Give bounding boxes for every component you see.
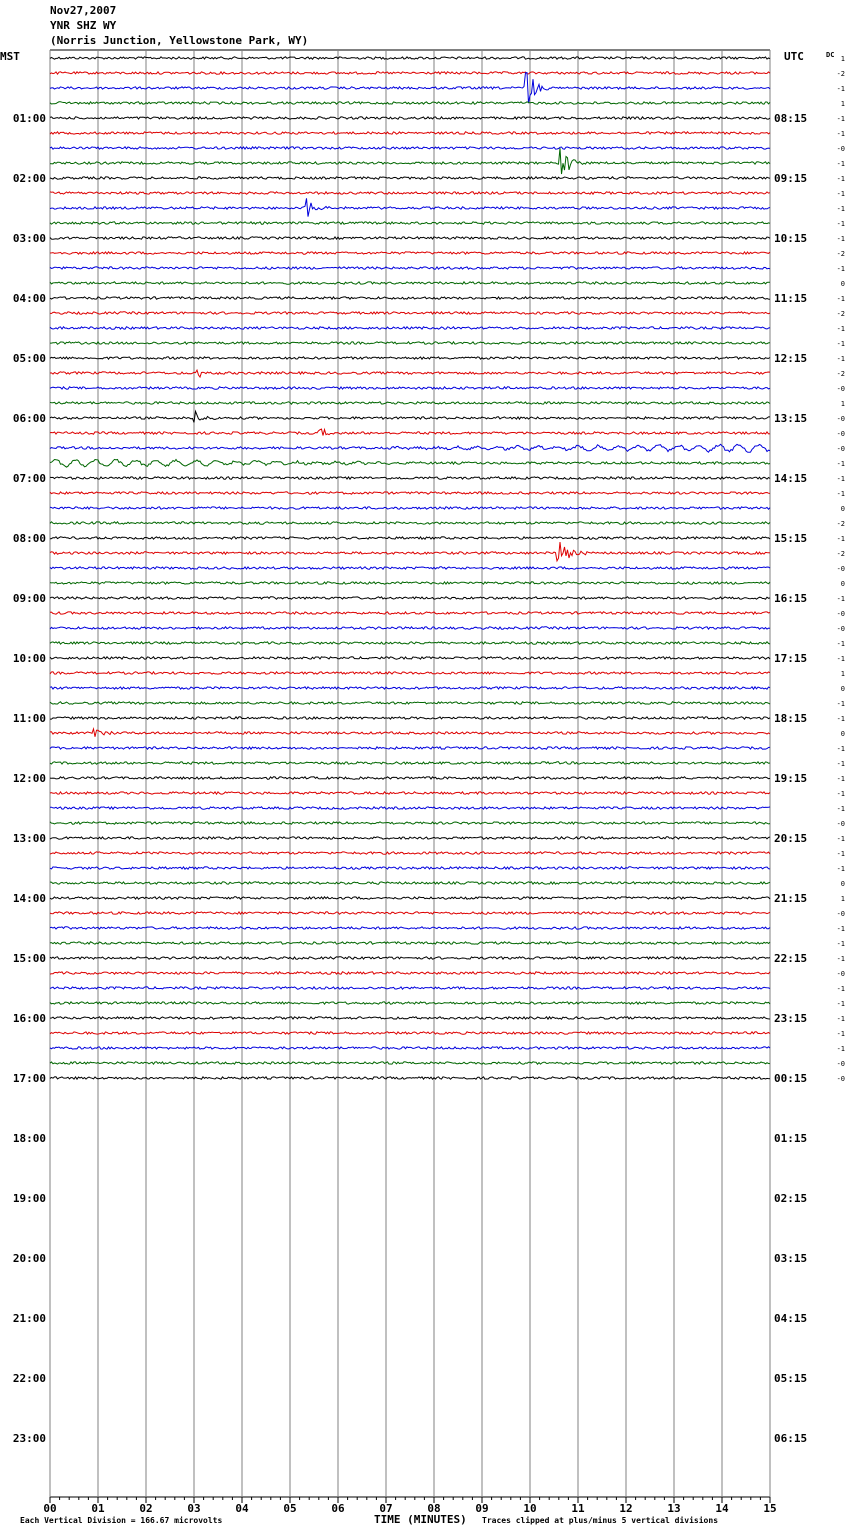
dc-offset-label: -0 <box>836 610 845 618</box>
dc-offset-label: -1 <box>836 1000 845 1008</box>
utc-hour-label: 09:15 <box>774 172 808 185</box>
dc-offset-label: -1 <box>836 955 845 963</box>
dc-offset-label: -1 <box>836 1030 845 1038</box>
dc-offset-label: -1 <box>836 130 845 138</box>
dc-offset-label: -1 <box>836 700 845 708</box>
utc-hour-label: 03:15 <box>774 1252 808 1265</box>
seismic-trace <box>50 582 770 584</box>
dc-offset-label: -1 <box>836 115 845 123</box>
dc-offset-label: -0 <box>836 970 845 978</box>
seismic-trace <box>50 132 770 134</box>
mst-hour-label: 23:00 <box>12 1432 46 1445</box>
seismic-trace <box>50 57 770 59</box>
dc-offset-label: -1 <box>836 790 845 798</box>
seismic-trace <box>50 222 770 224</box>
dc-offset-label: -1 <box>836 535 845 543</box>
seismic-trace <box>50 429 770 435</box>
seismic-trace <box>50 717 770 719</box>
dc-offset-label: 1 <box>840 400 845 408</box>
seismic-trace <box>50 729 770 737</box>
utc-hour-label: 04:15 <box>774 1312 808 1325</box>
dc-offset-label: -1 <box>836 760 845 768</box>
seismic-trace <box>50 687 770 689</box>
seismic-trace <box>50 312 770 314</box>
mst-hour-label: 13:00 <box>12 832 46 845</box>
seismic-trace <box>50 882 770 884</box>
dc-offset-label: 0 <box>840 580 845 588</box>
x-tick-label: 15 <box>763 1502 777 1515</box>
mst-hour-label: 18:00 <box>12 1132 46 1145</box>
location-label: (Norris Junction, Yellowstone Park, WY) <box>50 34 309 47</box>
dc-offset-label: -0 <box>836 625 845 633</box>
seismic-trace <box>50 411 770 422</box>
mst-hour-label: 16:00 <box>12 1012 46 1025</box>
utc-hour-label: 14:15 <box>774 472 808 485</box>
seismic-trace <box>50 387 770 389</box>
dc-offset-label: -0 <box>836 385 845 393</box>
seismic-trace <box>50 402 770 404</box>
utc-hour-label: 02:15 <box>774 1192 808 1205</box>
dc-offset-label: 1 <box>840 670 845 678</box>
dc-offset-label: 0 <box>840 685 845 693</box>
seismic-trace <box>50 148 770 174</box>
seismic-trace <box>50 73 770 104</box>
seismic-trace <box>50 1017 770 1019</box>
dc-offset-label: 0 <box>840 280 845 288</box>
seismic-trace <box>50 702 770 704</box>
x-tick-label: 12 <box>619 1502 633 1515</box>
utc-hour-label: 19:15 <box>774 772 808 785</box>
seismic-trace <box>50 1062 770 1064</box>
utc-hour-label: 23:15 <box>774 1012 808 1025</box>
utc-hour-label: 18:15 <box>774 712 808 725</box>
dc-offset-label: -1 <box>836 85 845 93</box>
station-label: YNR SHZ WY <box>50 19 117 32</box>
dc-offset-label: -1 <box>836 805 845 813</box>
x-tick-label: 02 <box>139 1502 153 1515</box>
dc-offset-label: -1 <box>836 595 845 603</box>
mst-hour-label: 17:00 <box>12 1072 46 1085</box>
dc-offset-label: -2 <box>836 250 845 258</box>
dc-offset-label: -1 <box>836 1015 845 1023</box>
seismic-trace <box>50 987 770 989</box>
date-label: Nov27,2007 <box>50 4 117 17</box>
mst-label: MST <box>0 50 20 63</box>
dc-offset-label: 1 <box>840 100 845 108</box>
mst-hour-label: 22:00 <box>12 1372 46 1385</box>
mst-hour-label: 11:00 <box>12 712 46 725</box>
seismic-trace <box>50 147 770 149</box>
utc-hour-label: 15:15 <box>774 532 808 545</box>
dc-offset-label: -0 <box>836 430 845 438</box>
seismic-trace <box>50 198 770 216</box>
mst-hour-label: 02:00 <box>12 172 46 185</box>
utc-label: UTC <box>784 50 804 63</box>
seismic-trace <box>50 792 770 794</box>
dc-offset-label: -1 <box>836 355 845 363</box>
seismic-trace <box>50 1032 770 1034</box>
dc-offset-label: -1 <box>836 475 845 483</box>
seismic-trace <box>50 927 770 929</box>
seismic-trace <box>50 492 770 494</box>
seismic-trace <box>50 657 770 659</box>
seismic-trace <box>50 897 770 899</box>
seismic-trace <box>50 282 770 284</box>
mst-hour-label: 19:00 <box>12 1192 46 1205</box>
dc-offset-label: -1 <box>836 865 845 873</box>
dc-offset-label: -0 <box>836 820 845 828</box>
seismic-trace <box>50 777 770 779</box>
utc-hour-label: 21:15 <box>774 892 808 905</box>
utc-hour-label: 11:15 <box>774 292 808 305</box>
utc-hour-label: 05:15 <box>774 1372 808 1385</box>
seismic-trace <box>50 267 770 269</box>
dc-offset-label: -0 <box>836 910 845 918</box>
seismic-trace <box>50 477 770 479</box>
utc-hour-label: 17:15 <box>774 652 808 665</box>
mst-hour-label: 03:00 <box>12 232 46 245</box>
mst-hour-label: 12:00 <box>12 772 46 785</box>
dc-offset-label: -1 <box>836 985 845 993</box>
utc-hour-label: 12:15 <box>774 352 808 365</box>
trace-group <box>50 57 770 1079</box>
dc-offset-label: -1 <box>836 745 845 753</box>
mst-hour-label: 20:00 <box>12 1252 46 1265</box>
x-tick-label: 09 <box>475 1502 489 1515</box>
seismic-trace <box>50 837 770 839</box>
utc-hour-label: 20:15 <box>774 832 808 845</box>
seismic-trace <box>50 537 770 539</box>
seismic-trace <box>50 972 770 974</box>
x-tick-label: 05 <box>283 1502 297 1515</box>
mst-hour-label: 10:00 <box>12 652 46 665</box>
seismic-trace <box>50 942 770 944</box>
dc-offset-label: -1 <box>836 160 845 168</box>
x-tick-label: 14 <box>715 1502 729 1515</box>
dc-offset-label: -0 <box>836 415 845 423</box>
seismic-trace <box>50 807 770 809</box>
utc-hour-label: 16:15 <box>774 592 808 605</box>
dc-offset-label: -1 <box>836 235 845 243</box>
seismic-trace <box>50 747 770 749</box>
seismic-trace <box>50 444 770 452</box>
dc-offset-label: -1 <box>836 340 845 348</box>
dc-offset-label: -1 <box>836 460 845 468</box>
seismic-trace <box>50 72 770 74</box>
dc-offset-label: -1 <box>836 775 845 783</box>
x-tick-label: 00 <box>43 1502 57 1515</box>
x-tick-label: 03 <box>187 1502 201 1515</box>
mst-hour-label: 21:00 <box>12 1312 46 1325</box>
seismic-trace <box>50 237 770 239</box>
seismic-trace <box>50 822 770 824</box>
utc-hour-label: 22:15 <box>774 952 808 965</box>
seismic-trace <box>50 370 770 377</box>
utc-hour-label: 13:15 <box>774 412 808 425</box>
mst-hour-label: 14:00 <box>12 892 46 905</box>
dc-offset-label: -1 <box>836 655 845 663</box>
x-tick-label: 08 <box>427 1502 441 1515</box>
dc-offset-label: 0 <box>840 505 845 513</box>
utc-hour-label: 01:15 <box>774 1132 808 1145</box>
seismic-trace <box>50 627 770 629</box>
dc-offset-label: -1 <box>836 190 845 198</box>
seismic-trace <box>50 327 770 329</box>
mst-hour-label: 01:00 <box>12 112 46 125</box>
mst-hour-label: 07:00 <box>12 472 46 485</box>
utc-hour-label: 08:15 <box>774 112 808 125</box>
x-tick-label: 13 <box>667 1502 681 1515</box>
utc-hour-label: 10:15 <box>774 232 808 245</box>
dc-offset-label: -0 <box>836 565 845 573</box>
seismic-trace <box>50 192 770 194</box>
dc-offset-label: -0 <box>836 1075 845 1083</box>
seismic-trace <box>50 117 770 119</box>
seismic-trace <box>50 672 770 674</box>
utc-hour-label: 06:15 <box>774 1432 808 1445</box>
x-axis-label: TIME (MINUTES) <box>374 1513 467 1526</box>
seismic-trace <box>50 459 770 467</box>
dc-offset-label: -1 <box>836 1045 845 1053</box>
seismic-trace <box>50 567 770 569</box>
seismic-trace <box>50 507 770 509</box>
dc-offset-label: -1 <box>836 490 845 498</box>
clip-note: Traces clipped at plus/minus 5 vertical divisions <box>482 1516 719 1525</box>
seismic-trace <box>50 597 770 599</box>
x-tick-label: 01 <box>91 1502 105 1515</box>
dc-offset-label: -1 <box>836 940 845 948</box>
seismic-trace <box>50 1047 770 1049</box>
seismic-trace <box>50 177 770 179</box>
mst-hour-label: 08:00 <box>12 532 46 545</box>
seismic-trace <box>50 612 770 614</box>
dc-offset-label: -2 <box>836 520 845 528</box>
seismic-trace <box>50 1002 770 1004</box>
seismic-trace <box>50 297 770 299</box>
seismic-trace <box>50 342 770 344</box>
dc-offset-label: -0 <box>836 445 845 453</box>
seismic-trace <box>50 852 770 854</box>
dc-offset-label: -1 <box>836 265 845 273</box>
seismic-trace <box>50 252 770 254</box>
x-tick-label: 07 <box>379 1502 393 1515</box>
dc-offset-label: -1 <box>836 295 845 303</box>
seismic-trace <box>50 522 770 524</box>
dc-offset-label: -1 <box>836 220 845 228</box>
mst-hour-label: 05:00 <box>12 352 46 365</box>
mst-hour-label: 06:00 <box>12 412 46 425</box>
dc-offset-label: -1 <box>836 205 845 213</box>
seismic-trace <box>50 642 770 644</box>
dc-offset-label: -0 <box>836 1060 845 1068</box>
dc-offset-label: -2 <box>836 310 845 318</box>
dc-offset-label: 1 <box>840 55 845 63</box>
seismic-trace <box>50 912 770 914</box>
seismic-trace <box>50 762 770 764</box>
label-group <box>13 55 845 1515</box>
seismic-trace <box>50 357 770 359</box>
dc-offset-label: -1 <box>836 925 845 933</box>
dc-offset-label: 0 <box>840 730 845 738</box>
seismic-trace <box>50 957 770 959</box>
utc-hour-label: 00:15 <box>774 1072 808 1085</box>
dc-offset-label: -1 <box>836 640 845 648</box>
dc-offset-label: -1 <box>836 175 845 183</box>
seismic-trace <box>50 1077 770 1079</box>
x-tick-label: 10 <box>523 1502 537 1515</box>
mst-hour-label: 04:00 <box>12 292 46 305</box>
dc-offset-label: -0 <box>836 145 845 153</box>
x-tick-label: 06 <box>331 1502 345 1515</box>
dc-offset-label: -2 <box>836 370 845 378</box>
x-tick-label: 11 <box>571 1502 585 1515</box>
dc-offset-label: -1 <box>836 850 845 858</box>
dc-offset-label: -2 <box>836 550 845 558</box>
dc-label: DC <box>826 51 835 59</box>
seismic-trace <box>50 102 770 104</box>
dc-offset-label: -1 <box>836 715 845 723</box>
dc-offset-label: 1 <box>840 895 845 903</box>
seismic-trace <box>50 542 770 561</box>
mst-hour-label: 15:00 <box>12 952 46 965</box>
mst-hour-label: 09:00 <box>12 592 46 605</box>
seismic-trace <box>50 867 770 869</box>
dc-offset-label: -1 <box>836 325 845 333</box>
dc-offset-label: -1 <box>836 835 845 843</box>
dc-offset-label: -2 <box>836 70 845 78</box>
dc-offset-label: 0 <box>840 880 845 888</box>
x-tick-label: 04 <box>235 1502 249 1515</box>
division-note: Each Vertical Division = 166.67 microvolts <box>20 1516 223 1525</box>
